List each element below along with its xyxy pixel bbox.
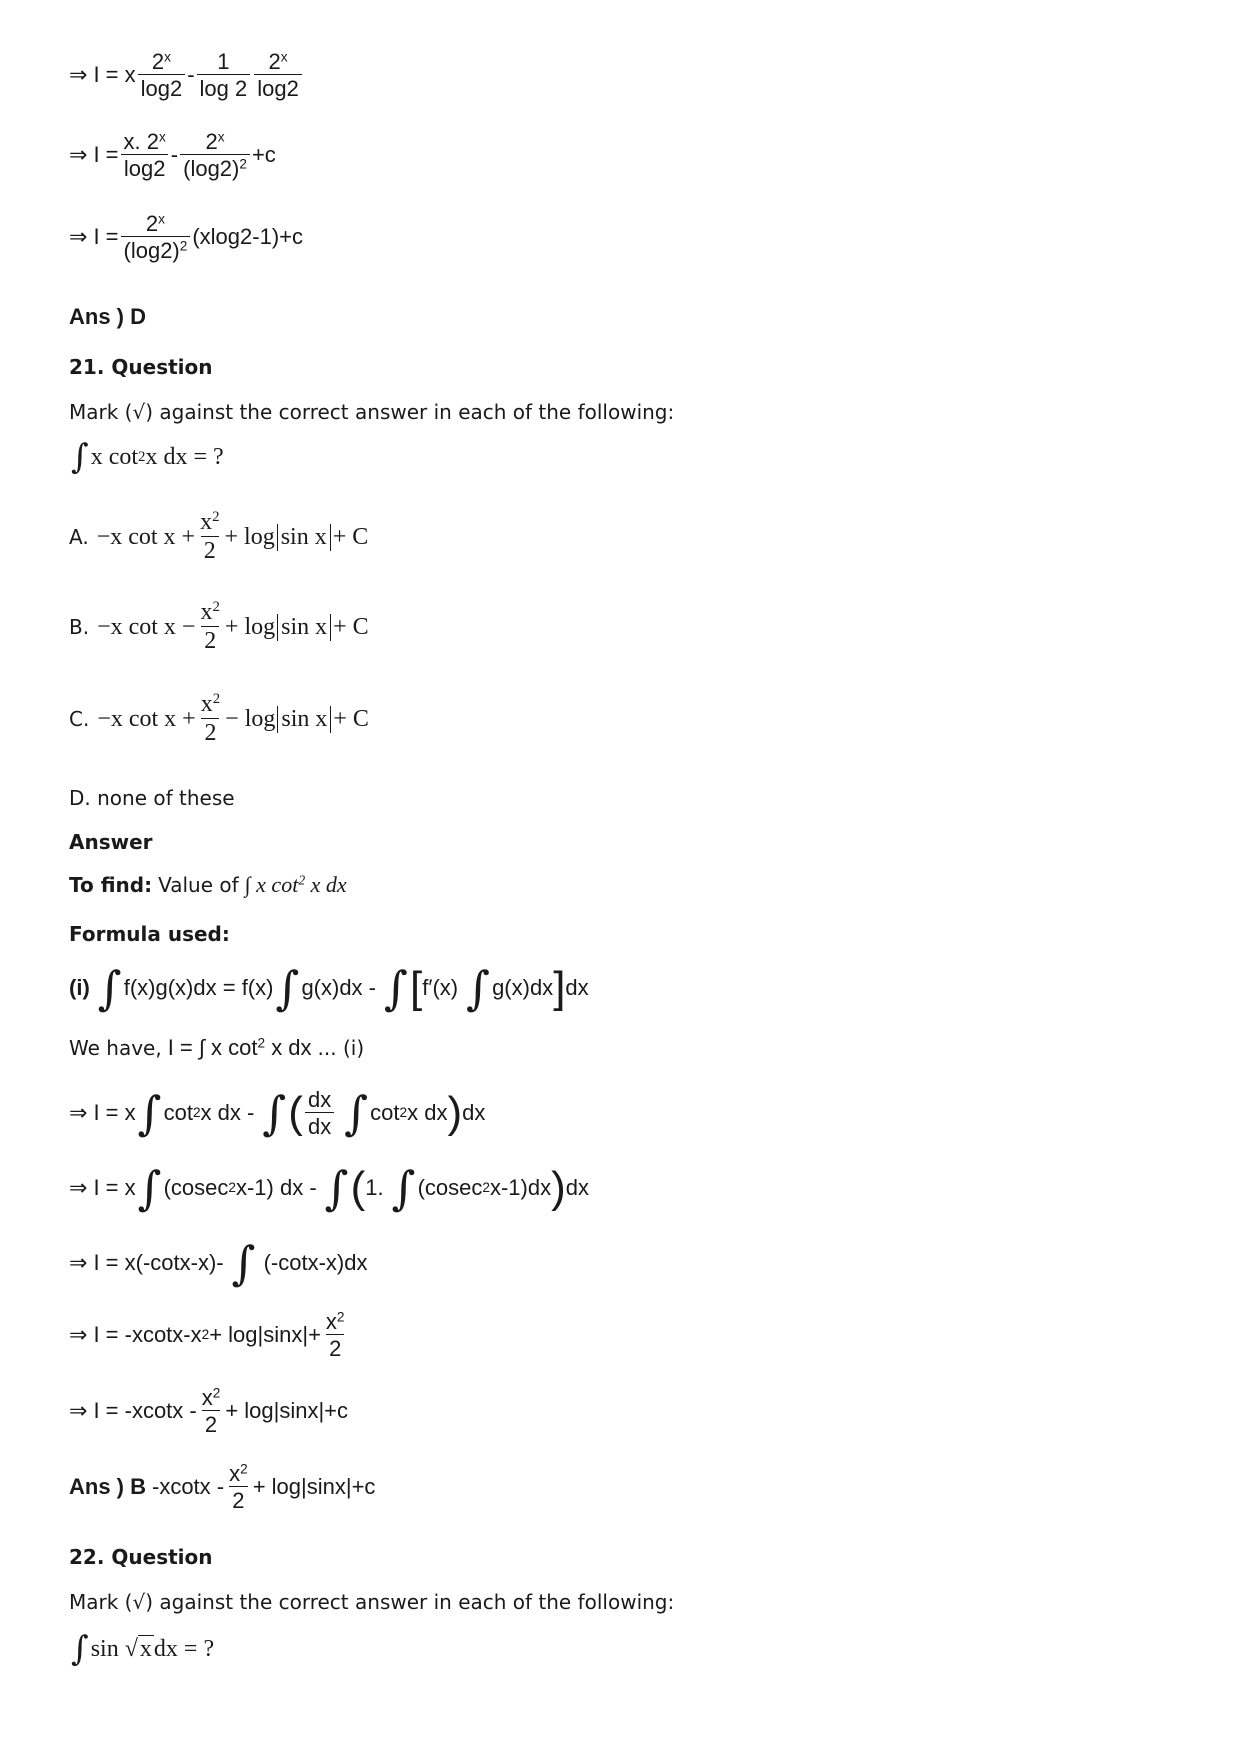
step-lhs: I = x: [93, 62, 136, 88]
option-label: B.: [69, 615, 90, 640]
fraction: $\frac{x^2}{2}$: [201, 1385, 221, 1438]
step-tail: +c: [251, 142, 276, 168]
fraction: $\frac{dx}{dx}$: [305, 1088, 334, 1138]
fraction: $\frac{x^2}{2}$: [229, 1461, 248, 1514]
integral-sign: ∫: [97, 961, 122, 1015]
operator: -: [187, 62, 195, 88]
formula-line: (i) ∫ f(x)g(x)dx = f(x) ∫ g(x)dx - ∫ [ f′(x) ∫ g(x)dx ] dx: [69, 961, 589, 1015]
question-heading: 21. Question: [69, 355, 213, 379]
fraction: $\frac{2^x}{(\log 2)^2}$: [121, 212, 191, 262]
fraction: $\frac{2^x}{\log 2}$: [138, 50, 186, 100]
integral-sign: ∫: [71, 1629, 89, 1669]
implies-arrow: ⇒: [69, 1322, 88, 1348]
option-b[interactable]: B. −x cot x − $\frac{x^2}{2}$ + log sin x + C: [69, 598, 369, 655]
to-find: To find: Value of ∫ x $\cot^2 x$ dx: [69, 872, 347, 897]
implies-arrow: ⇒: [69, 1398, 88, 1424]
prev-step-2: [69, 130, 276, 180]
solution-step-3: ⇒ I = x(-cotx-x)- ∫ (-cotx-x)dx: [69, 1236, 368, 1290]
solution-step-5: ⇒ I = -xcotx - $\frac{x^2}{2}$ + log|sinx|+c: [69, 1385, 349, 1438]
integral-sign: ∫: [71, 437, 89, 477]
fraction: $\frac{x^2}{2}$: [200, 598, 220, 655]
prev-step-3: [69, 212, 303, 262]
sqrt-sign: √: [124, 1635, 138, 1662]
fraction: $\frac{x^2}{2}$: [200, 690, 221, 747]
implies-arrow: ⇒: [69, 224, 88, 250]
implies-arrow: ⇒: [69, 62, 88, 88]
question-integral: ∫ x cot 2 x dx = ?: [71, 437, 224, 477]
operator: -: [170, 142, 179, 168]
option-label: A.: [69, 525, 89, 550]
question-instruction: Mark (√) against the correct answer in each of the following:: [69, 400, 675, 424]
fraction: $\frac{x^2}{2}$: [200, 508, 220, 565]
implies-arrow: ⇒: [69, 142, 88, 168]
option-label: C.: [69, 707, 90, 732]
option-label: D.: [69, 786, 91, 810]
step-lhs: I =: [93, 142, 119, 168]
option-c[interactable]: C. −x cot x + $\frac{x^2}{2}$ − log sin x + C: [69, 690, 369, 747]
prev-step-1: [69, 50, 304, 100]
option-a[interactable]: A. −x cot x + $\frac{x^2}{2}$ + log sin x + C: [69, 508, 369, 565]
question-instruction: Mark (√) against the correct answer in each of the following:: [69, 1590, 675, 1614]
fraction: $\frac{2^x}{\log 2}$: [254, 50, 302, 100]
question-integral: ∫ sin √ x dx = ?: [71, 1629, 215, 1669]
step-tail: (xlog2-1)+c: [192, 224, 303, 250]
implies-arrow: ⇒: [69, 1250, 88, 1275]
fraction: $\frac{1}{\log 2}$: [197, 50, 251, 100]
solution-step-2: ⇒ I = x ∫ (cosec 2 x-1) dx - ∫ ( 1. ∫ (cosec 2 x-1)dx ) dx: [69, 1161, 590, 1215]
fraction: $\frac{x. 2^x}{\log 2}$: [121, 130, 169, 180]
option-text: none of these: [97, 786, 235, 810]
option-d[interactable]: [69, 786, 235, 810]
implies-arrow: ⇒: [69, 1175, 88, 1200]
prev-answer: Ans ) D: [69, 304, 146, 329]
solution-step-4: ⇒ I = -xcotx-x 2 + log|sinx|+ $\frac{x^2}{2}$: [69, 1310, 350, 1360]
fraction: $\frac{x^2}{2}$: [325, 1309, 345, 1362]
final-answer: Ans ) B -xcotx - $\frac{x^2}{2}$ + log|sinx|+c: [69, 1461, 376, 1514]
question-heading: 22. Question: [69, 1545, 213, 1569]
answer-heading: Answer: [69, 830, 153, 854]
formula-heading: Formula used:: [69, 922, 230, 946]
implies-arrow: ⇒: [69, 1100, 88, 1126]
solution-step-1: ⇒ I = x ∫ cot 2 x dx - ∫ ( $\frac{dx}{dx}$ ∫ cot 2 x dx ) dx: [69, 1086, 486, 1141]
fraction: $\frac{2^x}{(\log 2)^2}$: [180, 130, 250, 180]
we-have-line: We have, I = ∫ x $\cot^2 x$ dx ... (i): [69, 1035, 365, 1060]
step-lhs: I =: [93, 224, 119, 250]
